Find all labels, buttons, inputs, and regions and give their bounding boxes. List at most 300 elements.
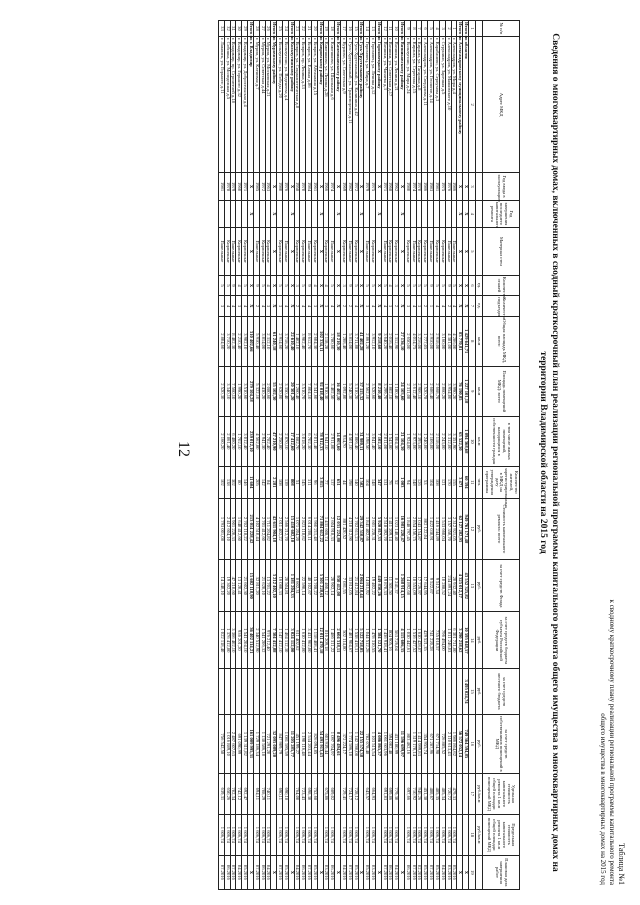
table-cell: 06.2016 <box>405 855 411 889</box>
table-cell: 1 541 206,32 <box>259 612 265 669</box>
table-cell: г. Владимир, ул. Добросельская д.4 <box>242 36 248 172</box>
table-cell <box>300 669 306 714</box>
table-cell: 1980 <box>405 173 411 200</box>
table-cell: 2 160,20 <box>219 416 225 466</box>
table-cell: X <box>288 275 294 295</box>
column-number: 6 <box>469 275 476 295</box>
table-cell: 2 <box>445 296 451 316</box>
table-cell: 9 <box>346 275 352 295</box>
table-body <box>219 21 469 890</box>
table-cell: 4 <box>434 21 440 37</box>
table-cell <box>381 669 387 714</box>
table-cell: 21 <box>306 21 312 37</box>
table-cell: X <box>288 173 294 200</box>
table-cell: г. Гороховец, ул. Ленина д.12 <box>370 36 376 172</box>
table-cell: 1 606,74 <box>428 814 434 855</box>
table-cell: 13 120,41 <box>236 560 242 612</box>
table-cell: Кирпичные <box>242 228 248 276</box>
table-cell: 24 103,60 <box>399 366 405 416</box>
table-cell <box>439 669 445 714</box>
table-cell <box>457 773 463 814</box>
table-cell: 2 118,00 <box>434 416 440 466</box>
table-cell: Кирпичные <box>312 228 318 276</box>
table-cell: 5 301 228,61 <box>317 560 323 612</box>
table-cell: 16 981 220,47 <box>399 498 405 559</box>
table-cell: X <box>317 200 323 227</box>
table-cell: 279 104,28 <box>248 366 254 416</box>
table-cell: г. Карабаново, ул. Серпухова д.3 <box>434 36 440 172</box>
table-cell: 2 340 512,90 <box>253 612 259 669</box>
table-cell: Панельные <box>364 228 370 276</box>
column-header: в том числе жилых помещений, находящихся в собственности граждан <box>483 416 520 466</box>
table-cell: 4 <box>329 296 335 316</box>
table-cell: 2 918,00 <box>434 316 440 366</box>
table-cell: 1 081 595,59 <box>283 714 289 773</box>
column-unit: руб. <box>476 498 483 559</box>
table-cell: 22 <box>300 21 306 37</box>
table-cell: 449 830,26 <box>376 560 382 612</box>
table-cell: 5 240,30 <box>346 366 352 416</box>
column-unit: чел. <box>476 466 483 498</box>
table-cell: X <box>457 296 463 316</box>
table-cell: 27 <box>259 21 265 37</box>
table-cell: 2 <box>294 296 300 316</box>
table-cell: 690,18 <box>283 773 289 814</box>
column-unit <box>476 200 483 227</box>
table-cell: X <box>463 173 469 200</box>
table-cell: 139 <box>283 466 289 498</box>
table-cell: 4 <box>242 296 248 316</box>
table-cell: 2 312,10 <box>265 316 271 366</box>
table-cell: 1 960 211,48 <box>312 498 318 559</box>
table-cell: 15 602 118,90 <box>248 560 254 612</box>
table-cell: X <box>335 296 341 316</box>
table-cell <box>306 200 312 227</box>
table-cell: 742,12 <box>236 773 242 814</box>
table-cell: 148 <box>370 466 376 498</box>
table-row <box>434 21 440 890</box>
table-cell: 3 780,60 <box>329 316 335 366</box>
table-cell: 56 572 052,14 <box>457 714 463 773</box>
column-unit: кв.м <box>476 316 483 366</box>
table-group-row <box>288 21 294 890</box>
column-header: Плановая дата завершения работ <box>483 855 520 889</box>
table-group-row <box>457 21 463 890</box>
table-cell: 23 <box>294 21 300 37</box>
table-cell: 1 431 608,74 <box>323 498 329 559</box>
table-cell: 1 138 586,18 <box>259 714 265 773</box>
table-cell: 431 180,99 <box>393 714 399 773</box>
table-cell: 8 402,30 <box>230 316 236 366</box>
table-cell <box>283 669 289 714</box>
table-cell: X <box>288 200 294 227</box>
table-cell: Итого по области: <box>464 22 469 60</box>
table-cell: 671 714,98 <box>434 714 440 773</box>
table-cell: 3 640,20 <box>381 316 387 366</box>
table-cell: 720,72 <box>445 773 451 814</box>
table-cell <box>451 669 457 714</box>
table-cell: 5 <box>451 275 457 295</box>
table-cell: 1 142 780,08 <box>352 714 358 773</box>
table-cell: 15 <box>352 21 358 37</box>
table-cell: 1 606,74 <box>224 814 230 855</box>
table-cell: 6 480,20 <box>230 416 236 466</box>
table-cell: 16 080,33 <box>277 560 283 612</box>
table-cell <box>236 200 242 227</box>
table-cell: 7 102,10 <box>376 416 382 466</box>
table-cell: 4 <box>381 296 387 316</box>
table-cell: X <box>376 200 382 227</box>
table-cell: 21 602,30 <box>242 560 248 612</box>
column-header: за счет средств бюджета субъекта Российской Федерации <box>483 612 520 669</box>
table-cell <box>428 669 434 714</box>
column-number: 8 <box>469 316 476 366</box>
table-cell: 3 <box>393 275 399 295</box>
table-cell: 1961 <box>312 173 318 200</box>
table-cell: г. Киржач, ул. Гагарина д.8 <box>416 36 422 172</box>
table-cell: 2 566 212,70 <box>283 498 289 559</box>
page-number: 12 <box>175 441 192 457</box>
table-cell: 1 606,74 <box>294 814 300 855</box>
table-cell: 33 <box>219 21 225 37</box>
column-header: Год завершения последнего капитального ремонта <box>483 200 520 227</box>
table-cell: 1 606,74 <box>405 814 411 855</box>
table-cell: 9 <box>253 275 259 295</box>
table-cell: 30 <box>236 21 242 37</box>
table-cell: 2 401 904,67 <box>346 612 352 669</box>
column-header: за счет средств Фонда <box>483 560 520 612</box>
table-cell: 11 205 285,77 <box>288 714 294 773</box>
table-cell: 04.2016 <box>265 855 271 889</box>
table-cell: 311 <box>306 466 312 498</box>
table-cell: X <box>271 228 277 276</box>
table-cell: 19 <box>323 21 329 37</box>
column-header: Адрес МКД <box>483 36 520 172</box>
table-cell <box>265 669 271 714</box>
table-cell: 31 <box>230 21 236 37</box>
table-cell: 04.2016 <box>341 855 347 889</box>
table-cell <box>317 669 323 714</box>
table-cell: 2 701 412,60 <box>259 498 265 559</box>
table-cell: 33 812,05 <box>346 560 352 612</box>
table-cell: X <box>376 275 382 295</box>
table-cell: 1 793 001,08 <box>219 498 225 559</box>
table-cell: 03.2016 <box>445 855 451 889</box>
table-cell <box>428 200 434 227</box>
table-cell: 03.2016 <box>323 855 329 889</box>
table-cell: 4 <box>306 296 312 316</box>
table-cell: 710,92 <box>410 773 416 814</box>
table-cell: 1 606,74 <box>410 814 416 855</box>
column-number: 9 <box>469 366 476 416</box>
table-cell: 20 301,20 <box>288 366 294 416</box>
table-cell: 2 650,00 <box>405 316 411 366</box>
table-cell: 5 920 817,33 <box>376 498 382 559</box>
table-row <box>445 21 451 890</box>
table-cell: 1 103 515,54 <box>370 714 376 773</box>
table-cell <box>341 200 347 227</box>
table-cell <box>335 773 341 814</box>
table-cell: 5 <box>224 275 230 295</box>
table-cell: 11 <box>387 21 393 37</box>
table-cell: 976 212,40 <box>265 612 271 669</box>
table-cell: 3 212 402,10 <box>271 560 277 612</box>
table-cell: 1 181 204,33 <box>288 560 294 612</box>
table-cell: Панельные <box>253 228 259 276</box>
table-cell: г. Киржач, ул. Серегина д.15 <box>410 36 416 172</box>
table-cell: 7 081,55 <box>341 560 347 612</box>
table-cell: X <box>399 855 405 889</box>
table-cell: 170 <box>445 466 451 498</box>
table-cell: X <box>335 173 341 200</box>
table-cell: 643,57 <box>364 773 370 814</box>
table-cell: 2 518 392,70 <box>381 498 387 559</box>
table-row <box>387 21 393 890</box>
table-cell: г. Александров, ул. Мира д.4 <box>451 36 457 172</box>
table-cell: 8 602,31 <box>294 560 300 612</box>
table-cell: 1 811 246,03 <box>445 612 451 669</box>
table-cell: 4 115 606,35 <box>399 612 405 669</box>
table-cell: 3 340,10 <box>224 366 230 416</box>
table-cell: 18 210,30 <box>335 316 341 366</box>
table-container <box>20 20 520 890</box>
table-cell <box>445 669 451 714</box>
table-cell: 1 640 412,60 <box>236 498 242 559</box>
table-cell: 1966 <box>323 173 329 200</box>
table-cell: 2 854 150,75 <box>410 498 416 559</box>
table-cell <box>323 200 329 227</box>
table-cell: 4 <box>224 296 230 316</box>
table-cell <box>277 669 283 714</box>
table-cell: 198 <box>346 466 352 498</box>
column-unit <box>476 173 483 200</box>
table-cell: 1 208,40 <box>341 316 347 366</box>
table-cell <box>381 200 387 227</box>
table-cell: 1 190 116,48 <box>300 714 306 773</box>
table-cell: 1980 <box>277 173 283 200</box>
table-cell <box>224 200 230 227</box>
table-cell: 06.2016 <box>300 855 306 889</box>
table-cell: 1 <box>428 296 434 316</box>
table-cell: 4 <box>230 296 236 316</box>
table-cell: 3 012,40 <box>242 416 248 466</box>
table-row <box>312 21 318 890</box>
table-cell: 1 520,78 <box>422 366 428 416</box>
table-cell: 37 115,32 <box>358 366 364 416</box>
table-cell: 48 102,67 <box>306 560 312 612</box>
table-cell: 930 412,08 <box>335 560 341 612</box>
table-cell: 4 <box>300 296 306 316</box>
table-cell: 92 018,40 <box>317 366 323 416</box>
table-cell: 1 516 427,52 <box>410 612 416 669</box>
table-cell: 1 606,74 <box>259 814 265 855</box>
table-cell: Кирпичные <box>393 228 399 276</box>
table-cell: 1 606,74 <box>312 814 318 855</box>
table-cell: 1972 <box>352 173 358 200</box>
table-cell: 1 610 428,07 <box>416 612 422 669</box>
table-cell <box>422 200 428 227</box>
table-group-row <box>376 21 382 890</box>
table-cell: 1 606,74 <box>346 814 352 855</box>
table-cell: г. Камешково, ул. Школьная д.6 <box>329 36 335 172</box>
table-cell: Итого по Муромскому району <box>272 22 278 85</box>
table-row <box>341 21 347 890</box>
table-cell: 2 341,60 <box>312 366 318 416</box>
table-cell: 2 941,30 <box>259 416 265 466</box>
column-unit: кв.м <box>476 366 483 416</box>
table-cell: 04.2016 <box>439 855 445 889</box>
table-cell: 05.2016 <box>451 855 457 889</box>
table-cell: X <box>399 275 405 295</box>
table-cell: 4 <box>352 296 358 316</box>
table-cell: 3 <box>387 296 393 316</box>
table-cell: г. Ковров, пр. Ленина д.33 <box>300 36 306 172</box>
table-cell: 1 139 311,82 <box>242 714 248 773</box>
column-header: Площадь помещений МКД: всего <box>483 366 520 416</box>
table-cell <box>230 669 236 714</box>
table-cell: X <box>271 200 277 227</box>
table-cell: 802 122,04 <box>422 498 428 559</box>
table-cell: 429 521,35 <box>422 612 428 669</box>
table-cell: 2 702 118,22 <box>242 498 248 559</box>
table-cell: 4 381,00 <box>445 316 451 366</box>
table-cell: 2 <box>393 296 399 316</box>
table-cell: 5 <box>300 275 306 295</box>
table-cell: 29 <box>242 21 248 37</box>
table-cell: 5 <box>434 275 440 295</box>
table-cell: 1981 <box>219 173 225 200</box>
table-header-row <box>483 21 520 890</box>
table-cell: 735 018,57 <box>434 612 440 669</box>
table-cell: 14 003,60 <box>335 416 341 466</box>
table-cell <box>463 814 469 855</box>
table-cell: 3 902,40 <box>300 316 306 366</box>
table-cell: 485,34 <box>439 773 445 814</box>
table-cell: 1 097 704,97 <box>329 714 335 773</box>
table-cell: X <box>335 228 341 276</box>
table-cell: г. Вязники, ул. Чапаева д.3 <box>381 36 387 172</box>
table-cell: 1 606,74 <box>416 814 422 855</box>
table-cell: 2 198,50 <box>364 416 370 466</box>
table-cell: 1983 <box>428 173 434 200</box>
table-cell: 18 553,09 <box>410 560 416 612</box>
table-group-row <box>335 21 341 890</box>
table-cell: 708,29 <box>259 773 265 814</box>
table-cell: 2 106,00 <box>428 416 434 466</box>
table-cell: 1 543,80 <box>387 416 393 466</box>
column-header: Удельная стоимость капитального ремонта 1 кв.м общей площади помещений МКД <box>483 773 520 814</box>
table-cell: 2 <box>341 296 347 316</box>
table-cell: г. Кольчугино, ул. Победы д.20 <box>277 36 283 172</box>
table-cell: 1 094 368,68 <box>463 416 469 466</box>
table-cell: 10 <box>393 21 399 37</box>
table-cell: 104 <box>428 466 434 498</box>
table-cell <box>376 814 382 855</box>
table-cell: Кирпичные <box>434 228 440 276</box>
table-cell <box>277 200 283 227</box>
table-cell: 5 <box>370 275 376 295</box>
table-cell: 213 014 228,42 <box>248 498 254 559</box>
table-cell: 2 534 203,44 <box>306 714 312 773</box>
table-cell: 4 <box>410 296 416 316</box>
table-cell: 3 <box>439 21 445 37</box>
table-cell <box>219 669 225 714</box>
table-cell: 1960 <box>236 173 242 200</box>
table-cell: Итого по Вязниковскому району <box>400 22 406 90</box>
table-cell: 2 <box>346 296 352 316</box>
column-number: 12 <box>469 498 476 559</box>
table-cell: 4 501,10 <box>346 416 352 466</box>
table-group-row <box>271 21 277 890</box>
data-table <box>218 20 520 890</box>
table-cell <box>399 669 405 714</box>
table-cell: 689,02 <box>329 773 335 814</box>
table-cell: 7 560,10 <box>230 366 236 416</box>
table-cell: 6 301 731,80 <box>451 612 457 669</box>
table-cell: 664,93 <box>370 773 376 814</box>
table-cell: г. Ковров, ул. Социалистическая д.8 <box>294 36 300 172</box>
table-group-row <box>248 21 254 890</box>
column-number: 17 <box>469 773 476 814</box>
table-cell: г. Кольчугино, ул. Мира д.24 <box>405 36 411 172</box>
column-unit <box>476 21 483 37</box>
table-cell: 3 902,10 <box>242 316 248 366</box>
table-cell <box>451 200 457 227</box>
table-cell <box>300 200 306 227</box>
table-cell: 1 610 412,00 <box>300 612 306 669</box>
table-cell: X <box>376 296 382 316</box>
table-cell: 32 811,20 <box>253 560 259 612</box>
table-group-row <box>358 21 364 890</box>
table-row <box>364 21 370 890</box>
table-cell: 3 495 024,74 <box>463 669 469 714</box>
table-cell: 3 366 402,10 <box>230 612 236 669</box>
column-number: 4 <box>469 200 476 227</box>
table-cell: 22 155 574,38 <box>358 714 364 773</box>
table-cell: 3 <box>265 296 271 316</box>
table-cell: 10 595 048,57 <box>463 612 469 669</box>
table-cell: 15 410 602,10 <box>288 498 294 559</box>
document-title: Сведения о многоквартирных домах, включенных в сводный краткосрочный план реализации региональной программы капитального ремонта общего имущества в многоквартирных домах на территории Владимирской области на 2015 год <box>538 33 560 872</box>
column-unit: руб. <box>476 560 483 612</box>
table-cell: 108 <box>434 466 440 498</box>
column-unit <box>476 36 483 172</box>
table-cell: 8 210,40 <box>376 366 382 416</box>
table-cell: Итого по Ковровскому району <box>318 22 324 85</box>
table-cell: 9 <box>428 275 434 295</box>
table-cell: 145 <box>300 466 306 498</box>
table-cell: 142 <box>259 466 265 498</box>
table-cell: 1976 <box>283 173 289 200</box>
table-cell: 741 220,28 <box>428 612 434 669</box>
table-cell: 5 <box>381 275 387 295</box>
column-number: 7 <box>469 296 476 316</box>
table-cell: X <box>457 200 463 227</box>
table-row <box>439 21 445 890</box>
table-cell: 3 711,80 <box>352 316 358 366</box>
table-cell: 723,43 <box>300 773 306 814</box>
table-cell: 2 118,20 <box>323 316 329 366</box>
table-cell: 1 606,74 <box>364 814 370 855</box>
table-cell: X <box>248 855 254 889</box>
table-cell: 32 095 089,20 <box>271 714 277 773</box>
table-cell: 04.2016 <box>236 855 242 889</box>
table-cell: 1972 <box>259 173 265 200</box>
table-cell: 5 910,40 <box>253 316 259 366</box>
table-cell: 5 <box>422 275 428 295</box>
table-row <box>416 21 422 890</box>
table-cell: Панельные <box>445 228 451 276</box>
